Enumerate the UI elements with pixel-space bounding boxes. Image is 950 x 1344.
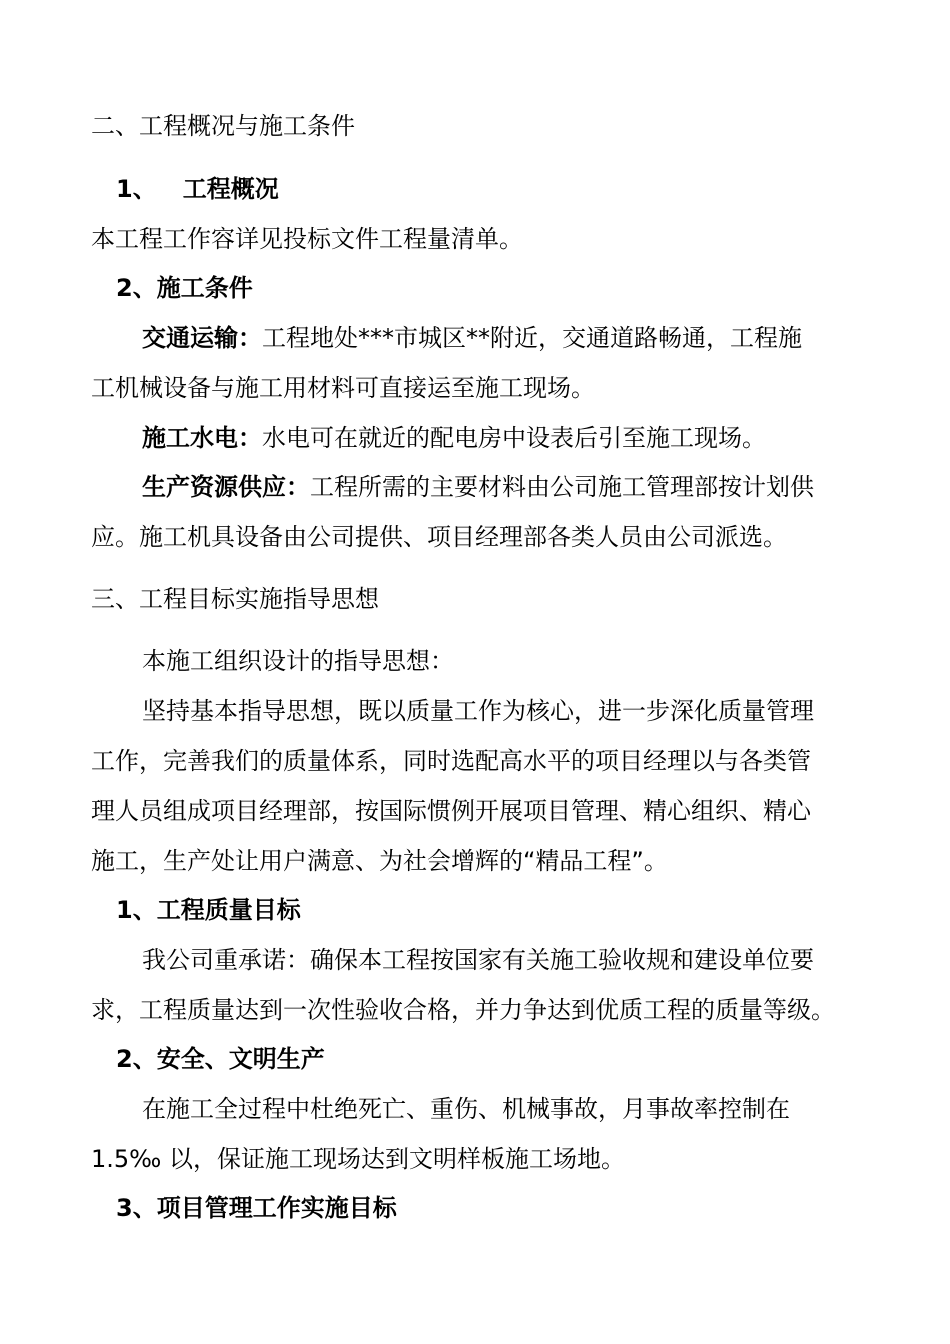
subheading-construction-conditions: 2、施工条件 [116,274,253,302]
quality-paragraph-line-2: 求，工程质量达到一次性验收合格，并力争达到优质工程的质量等级。 [91,996,835,1024]
subheading-quality-target: 1、工程质量目标 [116,896,301,924]
resources-paragraph-line-2: 应。施工机具设备由公司提供、项目经理部各类人员由公司派选。 [91,523,787,551]
traffic-paragraph-line-2: 工机械设备与施工用材料可直接运至施工现场。 [91,374,595,402]
overview-text: 本工程工作容详见投标文件工程量清单。 [91,225,523,253]
section-heading-2: 二、工程概况与施工条件 [91,112,355,140]
guiding-paragraph-line-4: 施工，生产处让用户满意、为社会增辉的“精品工程”。 [91,847,668,875]
subheading-safety: 2、安全、文明生产 [116,1045,325,1073]
resources-label: 生产资源供应： [142,473,310,501]
safety-paragraph-line-1: 在施工全过程中杜绝死亡、重伤、机械事故，月事故率控制在 [142,1095,790,1123]
quality-paragraph-line-1: 我公司重承诺：确保本工程按国家有关施工验收规和建设单位要 [142,946,814,974]
subheading-number: 1、 [116,175,157,203]
guiding-paragraph-line-1: 坚持基本指导思想，既以质量工作为核心，进一步深化质量管理 [142,697,814,725]
traffic-paragraph-line-1 [142,323,802,353]
traffic-text: 工程地处***市城区**附近，交通道路畅通，工程施 [262,324,802,352]
guiding-paragraph-line-2: 工作，完善我们的质量体系，同时选配高水平的项目经理以与各类管 [91,747,811,775]
utility-text: 水电可在就近的配电房中设表后引至施工现场。 [262,424,766,452]
safety-paragraph-line-2: 1.5‰ 以，保证施工现场达到文明样板施工场地。 [91,1145,625,1173]
resources-paragraph-line-1 [142,472,814,502]
guiding-intro: 本施工组织设计的指导思想： [142,647,454,675]
subheading-title: 工程概况 [182,175,279,203]
section-heading-3: 三、工程目标实施指导思想 [91,585,379,613]
guiding-paragraph-line-3: 理人员组成项目经理部，按国际惯例开展项目管理、精心组织、精心 [91,797,811,825]
traffic-label: 交通运输： [142,324,262,352]
utility-label: 施工水电： [142,424,262,452]
utility-paragraph [142,423,766,453]
subheading-project-management: 3、项目管理工作实施目标 [116,1194,397,1222]
subheading-project-overview [116,174,279,204]
resources-text: 工程所需的主要材料由公司施工管理部按计划供 [310,473,814,501]
